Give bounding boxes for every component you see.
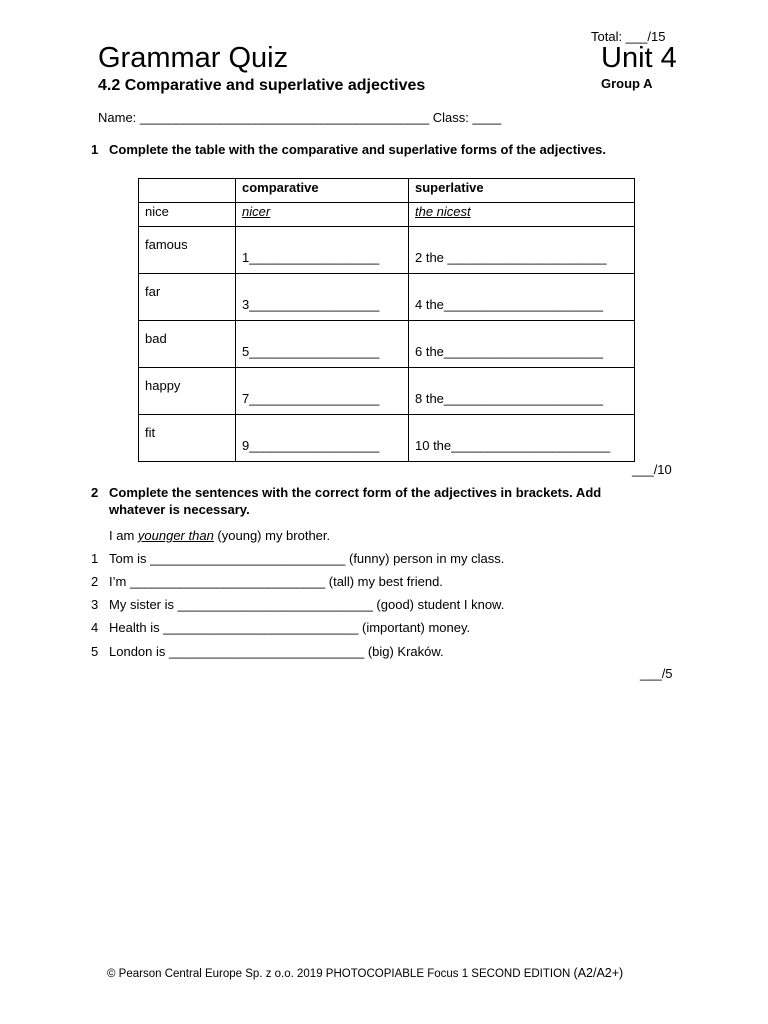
example-before: I am xyxy=(109,528,138,543)
adjective-cell: far xyxy=(145,284,161,299)
example-after: (young) my brother. xyxy=(213,528,331,543)
table-row-example xyxy=(139,203,635,227)
superlative-blank[interactable]: 4 the______________________ xyxy=(415,297,603,312)
table-row xyxy=(139,321,635,368)
table-header-superlative: superlative xyxy=(409,179,635,203)
sentence-item[interactable] xyxy=(91,620,470,635)
table-row xyxy=(139,368,635,415)
table-row xyxy=(139,415,635,462)
superlative-blank[interactable]: 6 the______________________ xyxy=(415,344,603,359)
table-row xyxy=(139,274,635,321)
exercise1-number: 1 xyxy=(91,142,99,157)
sentence-item[interactable] xyxy=(91,597,504,612)
sentence-number: 5 xyxy=(91,644,99,659)
page-subtitle: 4.2 Comparative and superlative adjectives xyxy=(98,77,426,94)
sentence-number: 4 xyxy=(91,620,99,635)
exercise1-score: ___/10 xyxy=(632,462,672,477)
adjective-cell: happy xyxy=(145,378,181,393)
superlative-blank[interactable]: 2 the ______________________ xyxy=(415,250,607,265)
exercise2-instruction-line1: Complete the sentences with the correct form of the adjectives in brackets. Add xyxy=(109,485,602,500)
table-row xyxy=(139,227,635,274)
sentence-text: Health is ___________________________ (important) money. xyxy=(109,620,471,635)
footer-level: (A2/A2+) xyxy=(573,966,624,980)
comparative-blank[interactable]: 7__________________ xyxy=(242,391,380,406)
comparative-blank[interactable]: 9__________________ xyxy=(242,438,380,453)
example-superlative: the nicest xyxy=(409,203,635,227)
exercise2-number: 2 xyxy=(91,485,99,500)
unit-label: Unit 4 xyxy=(601,42,677,74)
comparative-blank[interactable]: 1__________________ xyxy=(242,250,380,265)
exercise2-instruction xyxy=(109,484,601,518)
superlative-blank[interactable]: 8 the______________________ xyxy=(415,391,603,406)
exercise2-score: ___/5 xyxy=(640,666,673,681)
sentence-text: My sister is ___________________________ (good) student I know. xyxy=(109,597,505,612)
sentence-item[interactable] xyxy=(91,551,504,566)
exercise2-example xyxy=(109,528,330,543)
footer xyxy=(107,966,623,980)
name-class-line: Name: ________________________________________ Class: ____ xyxy=(98,110,502,125)
footer-copyright: © Pearson Central Europe Sp. z o.o. 2019 PHOTOCOPIABLE Focus 1 SECOND EDITION xyxy=(107,968,574,980)
table-header-comparative: comparative xyxy=(236,179,409,203)
adjectives-table xyxy=(138,178,635,462)
sentence-number: 1 xyxy=(91,551,99,566)
example-comparative: nicer xyxy=(236,203,409,227)
adjective-cell: famous xyxy=(145,237,188,252)
sentence-item[interactable] xyxy=(91,644,444,659)
superlative-blank[interactable]: 10 the______________________ xyxy=(415,438,611,453)
exercise1-instruction: Complete the table with the comparative and superlative forms of the adjectives. xyxy=(109,142,607,157)
total-score: Total: ___/15 xyxy=(591,29,666,44)
table-header-row xyxy=(139,179,635,203)
adjective-cell: fit xyxy=(145,425,156,440)
sentence-number: 2 xyxy=(91,574,99,589)
page-title: Grammar Quiz xyxy=(98,42,289,74)
example-answer: younger than xyxy=(137,528,214,543)
comparative-blank[interactable]: 5__________________ xyxy=(242,344,380,359)
exercise2-instruction-line2: whatever is necessary. xyxy=(109,502,250,517)
sentence-text: London is ___________________________ (big) Kraków. xyxy=(109,644,444,659)
example-adjective: nice xyxy=(139,203,236,227)
sentence-text: I’m ___________________________ (tall) my best friend. xyxy=(109,574,443,589)
adjective-cell: bad xyxy=(145,331,167,346)
group-label: Group A xyxy=(601,76,653,91)
comparative-blank[interactable]: 3__________________ xyxy=(242,297,380,312)
table-header-adjective xyxy=(139,179,236,203)
sentence-text: Tom is ___________________________ (funny) person in my class. xyxy=(109,551,505,566)
sentence-number: 3 xyxy=(91,597,99,612)
sentence-item[interactable] xyxy=(91,574,443,589)
